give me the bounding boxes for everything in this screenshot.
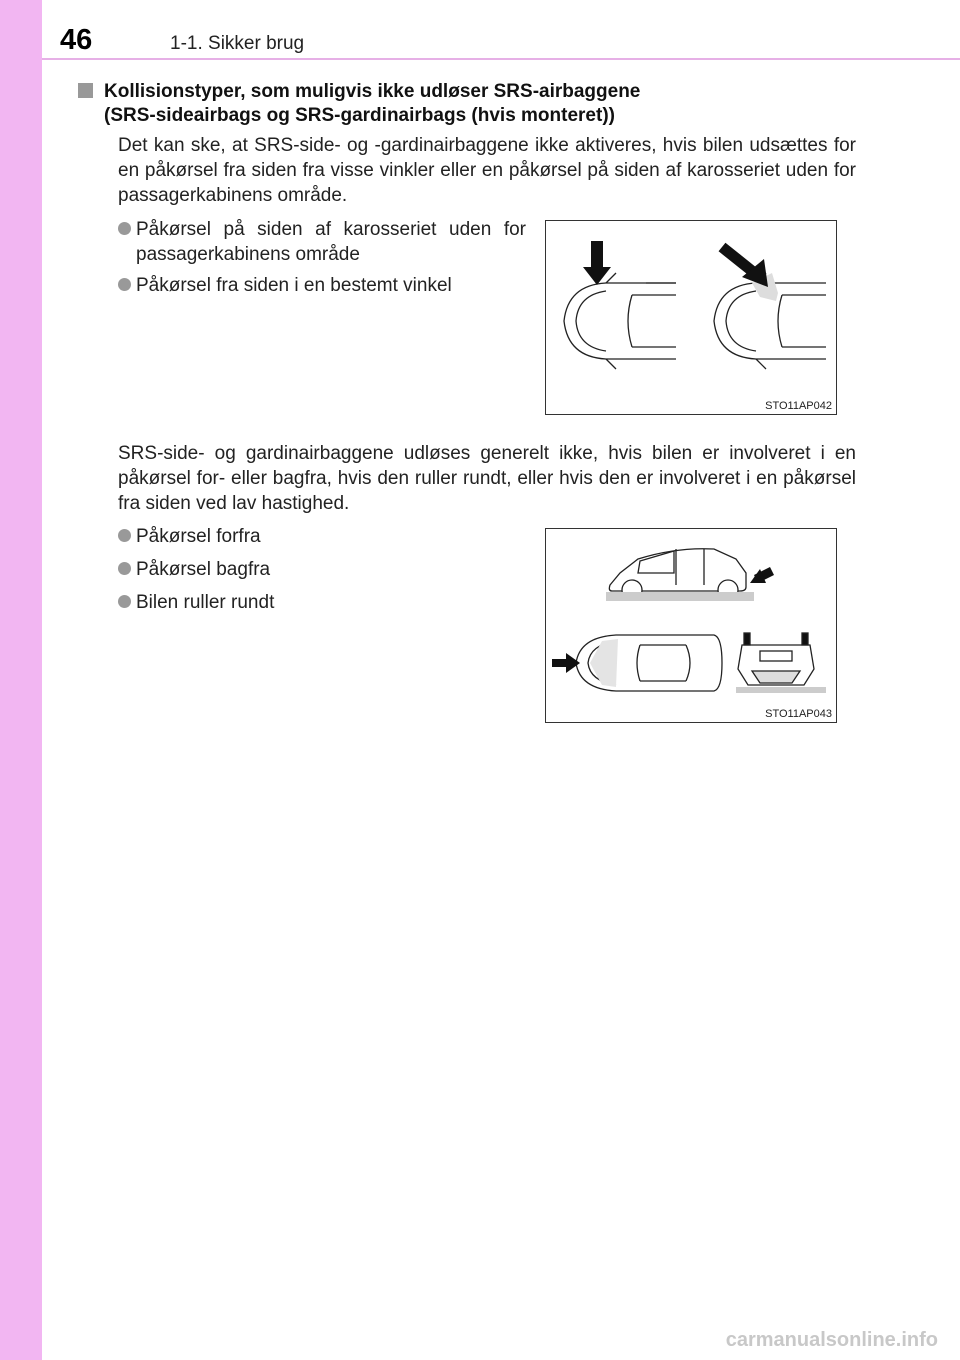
bullet-item — [118, 217, 526, 267]
figure-code: STO11AP042 — [765, 400, 832, 412]
section-title-line-1: Kollisionstyper, som muligvis ikke udløser SRS-airbaggene — [104, 81, 641, 102]
figure-other-collisions — [545, 528, 837, 723]
bullet-text: Påkørsel forfra — [136, 526, 261, 547]
bullet-text: Påkørsel fra siden i en bestemt vinkel — [136, 275, 452, 296]
header-rule — [42, 58, 960, 60]
front-impact-zone-shade — [590, 639, 618, 687]
bullet-dot-icon — [118, 222, 131, 235]
bullet-text: Bilen ruller rundt — [136, 592, 275, 613]
chapter-side-tab — [0, 0, 42, 1360]
rollover-car-icon — [738, 633, 814, 685]
section-title — [104, 80, 864, 128]
page-number: 46 — [60, 24, 93, 56]
bullet-item — [118, 273, 526, 298]
car-top-view-icon — [564, 273, 676, 369]
bullet-item — [118, 590, 498, 615]
bullet-dot-icon — [118, 562, 131, 575]
figure-side-impact — [545, 220, 837, 415]
bullet-item — [118, 557, 498, 582]
section-title-line-2: (SRS-sideairbags og SRS-gardinairbags (hvis monteret)) — [104, 105, 615, 126]
side-impact-illustration — [546, 221, 836, 396]
intro-paragraph: Det kan ske, at SRS-side- og -gardinairbaggene ikke aktiveres, hvis bilen udsættes for en påkørsel fra siden fra visse vinkler eller en påkørsel på siden af karosseriet uden for passagerkabinens område. — [118, 135, 856, 206]
other-collisions-illustration — [546, 529, 836, 704]
bullet-dot-icon — [118, 529, 131, 542]
figure-code: STO11AP043 — [765, 708, 832, 720]
watermark: carmanualsonline.info — [725, 1329, 938, 1351]
bullet-text: Påkørsel bagfra — [136, 559, 271, 580]
bullet-text: Påkørsel på siden af karosseriet uden for passagerkabinens område — [136, 219, 526, 265]
bullet-item — [118, 524, 498, 549]
ground-strip — [606, 592, 754, 601]
bullet-dot-icon — [118, 595, 131, 608]
bullet-dot-icon — [118, 278, 131, 291]
impact-arrow-icon — [591, 241, 603, 269]
angled-impact-arrow-icon — [722, 247, 752, 271]
ground-strip — [736, 687, 826, 693]
square-bullet-icon — [78, 83, 93, 98]
chapter-title: 1-1. Sikker brug — [170, 33, 305, 54]
second-paragraph: SRS-side- og gardinairbaggene udløses generelt ikke, hvis bilen er involveret i en påkørsel for- eller bagfra, hvis den ruller rundt, eller hvis den er involveret i en påkørsel fra siden ved lav hastighed. — [118, 443, 856, 514]
